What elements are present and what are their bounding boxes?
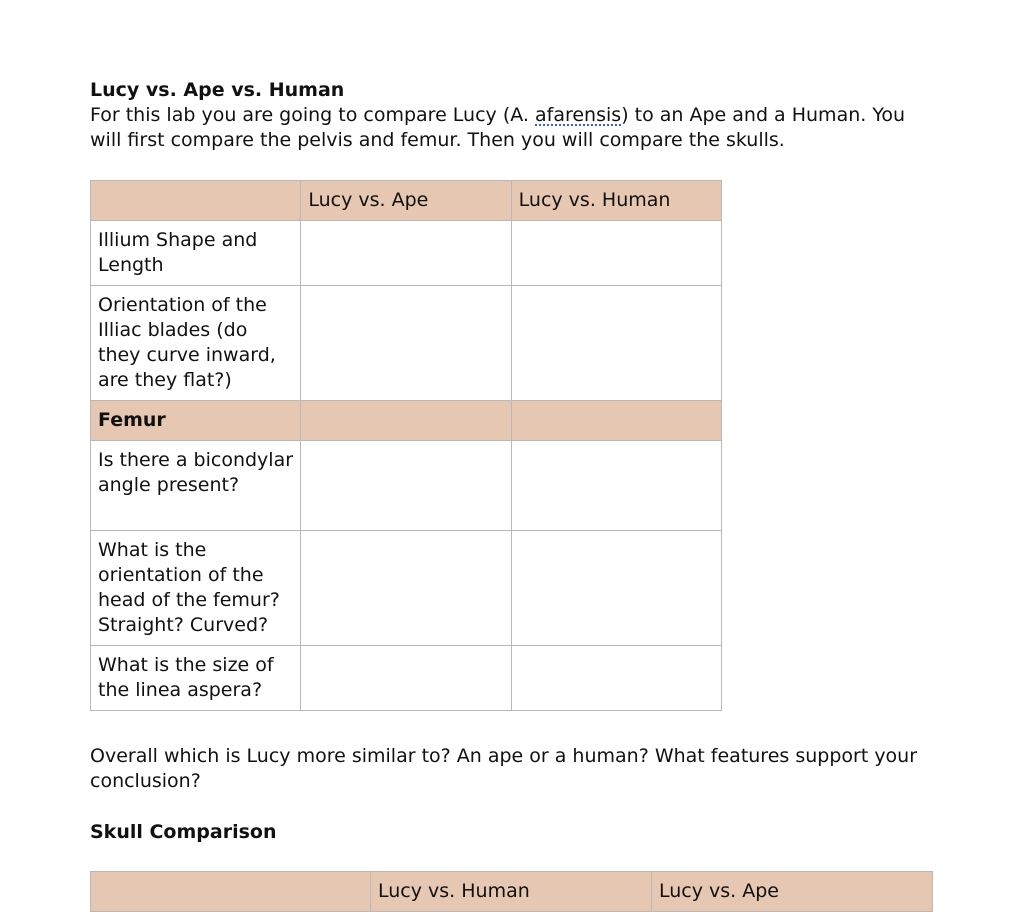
- answer-cell[interactable]: [511, 646, 721, 711]
- answer-cell[interactable]: [511, 531, 721, 646]
- table-row: [91, 286, 722, 401]
- document-title: Lucy vs. Ape vs. Human: [90, 79, 345, 101]
- header-cell-lucy-vs-ape[interactable]: Lucy vs. Ape: [652, 872, 933, 912]
- intro-paragraph: [90, 103, 940, 153]
- table-header-row: [91, 181, 722, 221]
- header-cell-lucy-vs-ape[interactable]: Lucy vs. Ape: [301, 181, 511, 221]
- header-cell-blank[interactable]: [91, 872, 371, 912]
- document-page: [90, 78, 950, 902]
- answer-cell[interactable]: [301, 646, 511, 711]
- pelvis-femur-table: [90, 180, 722, 711]
- answer-cell[interactable]: [511, 286, 721, 401]
- answer-cell[interactable]: [301, 286, 511, 401]
- answer-cell[interactable]: [301, 441, 511, 531]
- header-cell-lucy-vs-human[interactable]: Lucy vs. Human: [511, 181, 721, 221]
- table-row: [91, 221, 722, 286]
- skull-comparison-heading: Skull Comparison: [90, 821, 277, 843]
- row-label-femur-head[interactable]: What is the orientation of the head of the femur? Straight? Curved?: [91, 531, 301, 646]
- answer-cell[interactable]: [301, 221, 511, 286]
- header-cell-lucy-vs-human[interactable]: Lucy vs. Human: [371, 872, 652, 912]
- answer-cell[interactable]: [511, 221, 721, 286]
- intro-text-pre: For this lab you are going to compare Lucy (: [90, 104, 511, 126]
- answer-cell[interactable]: [511, 441, 721, 531]
- conclusion-question: Overall which is Lucy more similar to? An ape or a human? What features support your conclusion?: [90, 745, 918, 792]
- table-row: [91, 531, 722, 646]
- femur-heading-cell[interactable]: Femur: [91, 401, 301, 441]
- answer-cell[interactable]: [511, 401, 721, 441]
- species-name-spellcheck[interactable]: afarensis: [535, 104, 622, 126]
- row-label-illium[interactable]: Illium Shape and Length: [91, 221, 301, 286]
- row-label-illiac-blades[interactable]: Orientation of the Illiac blades (do they curve inward, are they flat?): [91, 286, 301, 401]
- answer-cell[interactable]: [301, 401, 511, 441]
- table-header-row: [91, 872, 933, 912]
- table-row: [91, 646, 722, 711]
- intro-text-post: ) to an Ape and a Human. You will first compare the pelvis and femur. Then you will compare the skulls.: [90, 104, 906, 151]
- skull-table: [90, 871, 933, 912]
- species-genus: A.: [510, 104, 535, 126]
- femur-section-row: [91, 401, 722, 441]
- row-label-bicondylar[interactable]: Is there a bicondylar angle present?: [91, 441, 301, 531]
- row-label-linea-aspera[interactable]: What is the size of the linea aspera?: [91, 646, 301, 711]
- answer-cell[interactable]: [301, 531, 511, 646]
- header-cell-blank[interactable]: [91, 181, 301, 221]
- table-row: [91, 441, 722, 531]
